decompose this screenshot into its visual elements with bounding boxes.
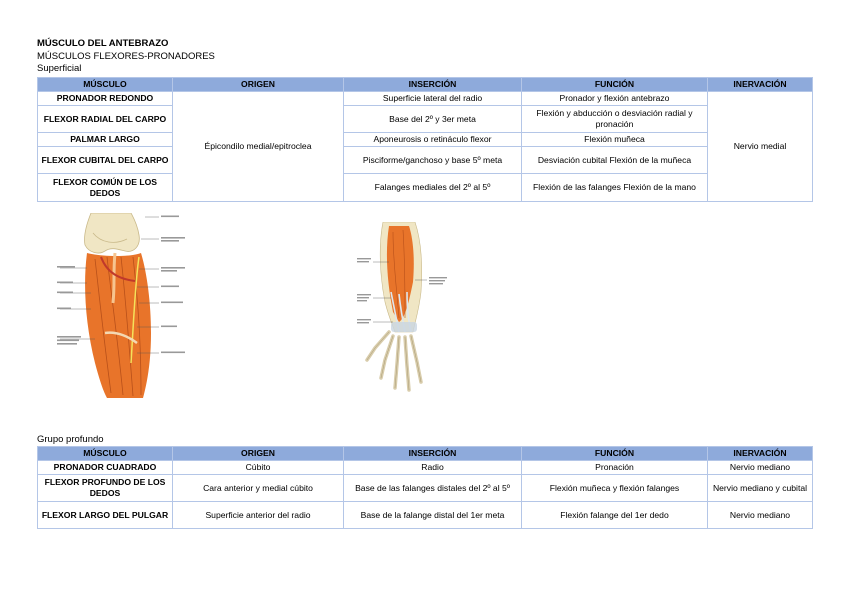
table-row	[38, 92, 813, 106]
insercion-cell: Base de las falanges distales del 2º al 5º	[344, 475, 522, 502]
funcion-cell: Desviación cubital Flexión de la muñeca	[522, 147, 708, 174]
table-row	[38, 461, 813, 475]
funcion-cell: Pronación	[522, 461, 708, 475]
forearm-superficial-illustration	[55, 213, 190, 398]
page-title: MÚSCULO DEL ANTEBRAZO	[37, 38, 169, 49]
insercion-cell: Radio	[344, 461, 522, 475]
header-funcion: FUNCIÓN	[522, 447, 708, 461]
musculo-cell: PRONADOR CUADRADO	[38, 461, 173, 475]
funcion-cell: Flexión muñeca y flexión falanges	[522, 475, 708, 502]
header-musculo: MÚSCULO	[38, 447, 173, 461]
funcion-cell: Flexión muñeca	[522, 133, 708, 147]
funcion-cell: Flexión falange del 1er dedo	[522, 502, 708, 529]
inervacion-cell: Nervio mediano	[708, 461, 813, 475]
musculo-cell: PALMAR LARGO	[38, 133, 173, 147]
page-subtitle: MÚSCULOS FLEXORES-PRONADORES	[37, 51, 215, 62]
origen-cell: Cúbito	[173, 461, 344, 475]
musculo-cell: FLEXOR PROFUNDO DE LOS DEDOS	[38, 475, 173, 502]
section-label-superficial: Superficial	[37, 63, 82, 74]
table-header-row	[38, 447, 813, 461]
table-row	[38, 147, 813, 174]
superficial-table	[37, 77, 813, 202]
insercion-cell: Superficie lateral del radio	[344, 92, 522, 106]
musculo-cell: PRONADOR REDONDO	[38, 92, 173, 106]
table-row	[38, 475, 813, 502]
origen-cell: Superficie anterior del radio	[173, 502, 344, 529]
header-insercion: INSERCIÓN	[344, 78, 522, 92]
header-funcion: FUNCIÓN	[522, 78, 708, 92]
funcion-cell: Flexión y abducción o desviación radial y pronación	[522, 106, 708, 133]
table-row	[38, 174, 813, 202]
musculo-cell: FLEXOR RADIAL DEL CARPO	[38, 106, 173, 133]
musculo-cell: FLEXOR CUBITAL DEL CARPO	[38, 147, 173, 174]
header-origen: ORIGEN	[173, 78, 344, 92]
header-inervacion: INERVACIÓN	[708, 78, 813, 92]
funcion-cell: Pronador y flexión antebrazo	[522, 92, 708, 106]
funcion-cell: Flexión de las falanges Flexión de la mano	[522, 174, 708, 202]
insercion-cell: Base del 2º y 3er meta	[344, 106, 522, 133]
header-origen: ORIGEN	[173, 447, 344, 461]
table-row	[38, 106, 813, 133]
header-musculo: MÚSCULO	[38, 78, 173, 92]
musculo-cell: FLEXOR LARGO DEL PULGAR	[38, 502, 173, 529]
origen-cell: Épicondilo medial/epitroclea	[173, 92, 344, 202]
section-label-profundo: Grupo profundo	[37, 434, 104, 445]
table-header-row	[38, 78, 813, 92]
insercion-cell: Aponeurosis o retináculo flexor	[344, 133, 522, 147]
insercion-cell: Base de la falange distal del 1er meta	[344, 502, 522, 529]
inervacion-cell: Nervio medial	[708, 92, 813, 202]
inervacion-cell: Nervio mediano y cubital	[708, 475, 813, 502]
profundo-table	[37, 446, 813, 529]
musculo-cell: FLEXOR COMÚN DE LOS DEDOS	[38, 174, 173, 202]
table-row	[38, 133, 813, 147]
inervacion-cell: Nervio mediano	[708, 502, 813, 529]
insercion-cell: Pisciforme/ganchoso y base 5º meta	[344, 147, 522, 174]
header-insercion: INSERCIÓN	[344, 447, 522, 461]
header-inervacion: INERVACIÓN	[708, 447, 813, 461]
forearm-hand-illustration	[355, 222, 450, 394]
table-row	[38, 502, 813, 529]
insercion-cell: Falanges mediales del 2º al 5º	[344, 174, 522, 202]
origen-cell: Cara anterior y medial cúbito	[173, 475, 344, 502]
